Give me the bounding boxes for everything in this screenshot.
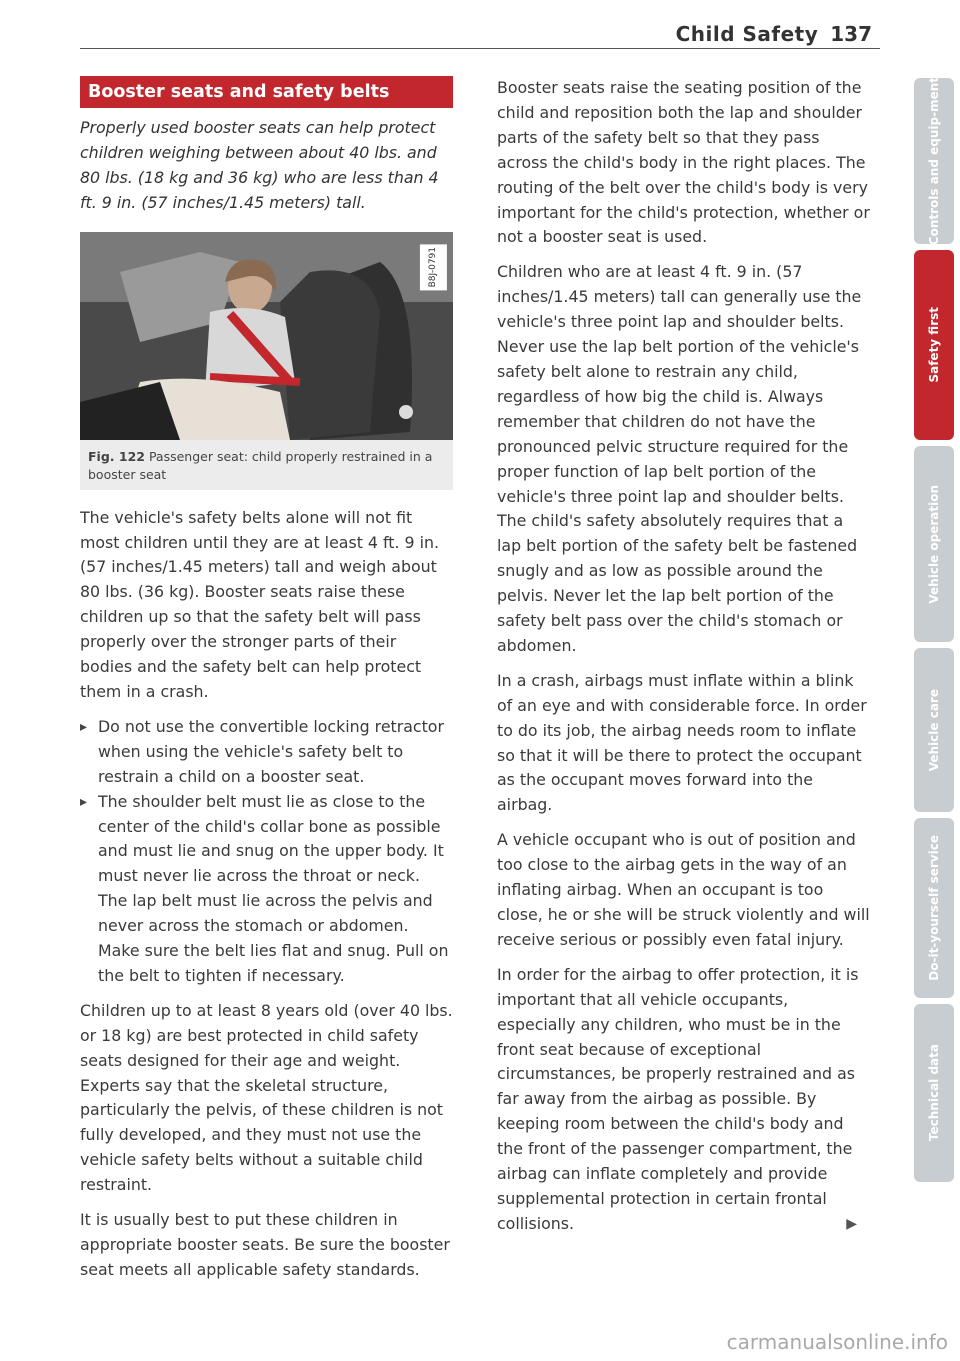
watermark: carmanualsonline.info bbox=[726, 1330, 948, 1354]
page-number: 137 bbox=[830, 22, 872, 46]
right-column bbox=[497, 76, 871, 1247]
tab-label: Technical data bbox=[927, 1044, 941, 1142]
left-column bbox=[80, 76, 453, 1293]
booster-seat-photo bbox=[80, 232, 453, 440]
paragraph: Children who are at least 4 ft. 9 in. (57 inches/1.45 meters) tall can generally use the vehicle's three point lap and shoulder belts. Never use the lap belt portion of the vehicle's safety belt alone to restrain any child, regardless of how big the child is. Always remember that children do not have the pronounced pelvic structure required for the proper function of lap belt portion of the vehicle's three point lap and shoulder belts. The child's safety absolutely requires that a lap belt portion of the safety belt be fastened snugly and as low as possible around the pelvis. Never let the lap belt portion of the safety belt pass over the child's stomach or abdomen. bbox=[497, 262, 862, 655]
tab-do-it-yourself-service[interactable] bbox=[914, 818, 954, 998]
continue-arrow-icon: ▶ bbox=[846, 1215, 857, 1232]
paragraph: In a crash, airbags must inflate within a blink of an eye and with considerable force. In order to do its job, the airbag needs room to inflate so that it will be there to protect the occupant as the occupant moves forward into the airbag. bbox=[497, 670, 867, 815]
tab-label: Do-it-yourself service bbox=[927, 835, 941, 981]
caption-label: Fig. 122 bbox=[88, 448, 145, 464]
section-title: Child Safety bbox=[675, 22, 819, 46]
paragraph: The vehicle's safety belts alone will not fit most children until they are at least 4 ft. 9 in. (57 inches/1.45 meters) tall and weigh about 80 lbs. (36 kg). Booster seats raise these children up so that the safety belt will pass properly over the stronger parts of their bodies and the safety belt can help protect them in a crash. bbox=[80, 507, 439, 701]
figure-caption bbox=[80, 440, 453, 490]
chapter-tabs bbox=[914, 78, 954, 1188]
intro-text: Properly used booster seats can help protect children weighing between about 40 lbs. and 80 lbs. (18 kg and 36 kg) who are less than 4 ft. 9 in. (57 inches/1.45 meters) tall. bbox=[80, 118, 439, 212]
paragraph-text: In order for the airbag to offer protection, it is important that all vehicle occupants, especially any children, who must be in the front seat because of exceptional circumstances, be properly restrained and as far away from the airbag as possible. By keeping room between the child's body and the front of the passenger compartment, the airbag can inflate completely and provide supplemental protection in certain frontal collisions. bbox=[497, 964, 859, 1233]
tab-vehicle-care[interactable] bbox=[914, 648, 954, 812]
figure-code: B8J-0791 bbox=[420, 244, 447, 290]
caption-text: Passenger seat: child properly restrained in a booster seat bbox=[88, 448, 433, 482]
paragraph: Booster seats raise the seating position of the child and reposition both the lap and shoulder parts of the safety belt so that they pass across the child's body in the right places. The routing of the belt over the child's body is very important for the child's protection, whether or not a booster seat is used. bbox=[497, 78, 870, 247]
paragraph: A vehicle occupant who is out of position and too close to the airbag gets in the way of an inflating airbag. When an occupant is too close, he or she will be struck violently and will receive serious or possibly even fatal injury. bbox=[497, 830, 870, 949]
tab-label: Vehicle care bbox=[927, 688, 941, 772]
bullet-item: ▸ The shoulder belt must lie as close to the center of the child's collar bone as possible and must lie and snug on the upper body. It must never lie across the throat or neck. The lap belt must lie across the pelvis and never across the stomach or abdomen. Make sure the belt lies flat and snug. Pull on the belt to tighten if necessary. bbox=[80, 790, 453, 989]
tab-label: Vehicle operation bbox=[927, 484, 941, 604]
tab-vehicle-operation[interactable] bbox=[914, 446, 954, 642]
tab-controls-and-equipment[interactable] bbox=[914, 78, 954, 244]
paragraph: It is usually best to put these children in appropriate booster seats. Be sure the booster seat meets all applicable safety standards. bbox=[80, 1210, 450, 1279]
paragraph: Children up to at least 8 years old (over 40 lbs. or 18 kg) are best protected in child safety seats designed for their age and weight. Experts say that the skeletal structure, particularly the pelvis, of these children is not fully developed, and they must not use the vehicle safety belts without a suitable child restraint. bbox=[80, 1000, 453, 1195]
tab-label: Safety first bbox=[927, 307, 941, 383]
tab-label: Controls and equip-ment bbox=[927, 76, 941, 246]
tab-technical-data[interactable] bbox=[914, 1004, 954, 1182]
running-header bbox=[676, 22, 872, 46]
section-heading: Booster seats and safety belts bbox=[80, 76, 453, 108]
header-rule bbox=[80, 48, 880, 49]
bullet-item: ▸ Do not use the convertible locking retractor when using the vehicle's safety belt to restrain a child on a booster seat. bbox=[80, 715, 453, 790]
booster-seat-illustration bbox=[80, 232, 453, 440]
bullet-list bbox=[80, 715, 453, 989]
figure bbox=[80, 232, 453, 490]
tab-safety-first[interactable] bbox=[914, 250, 954, 440]
paragraph bbox=[497, 963, 871, 1237]
